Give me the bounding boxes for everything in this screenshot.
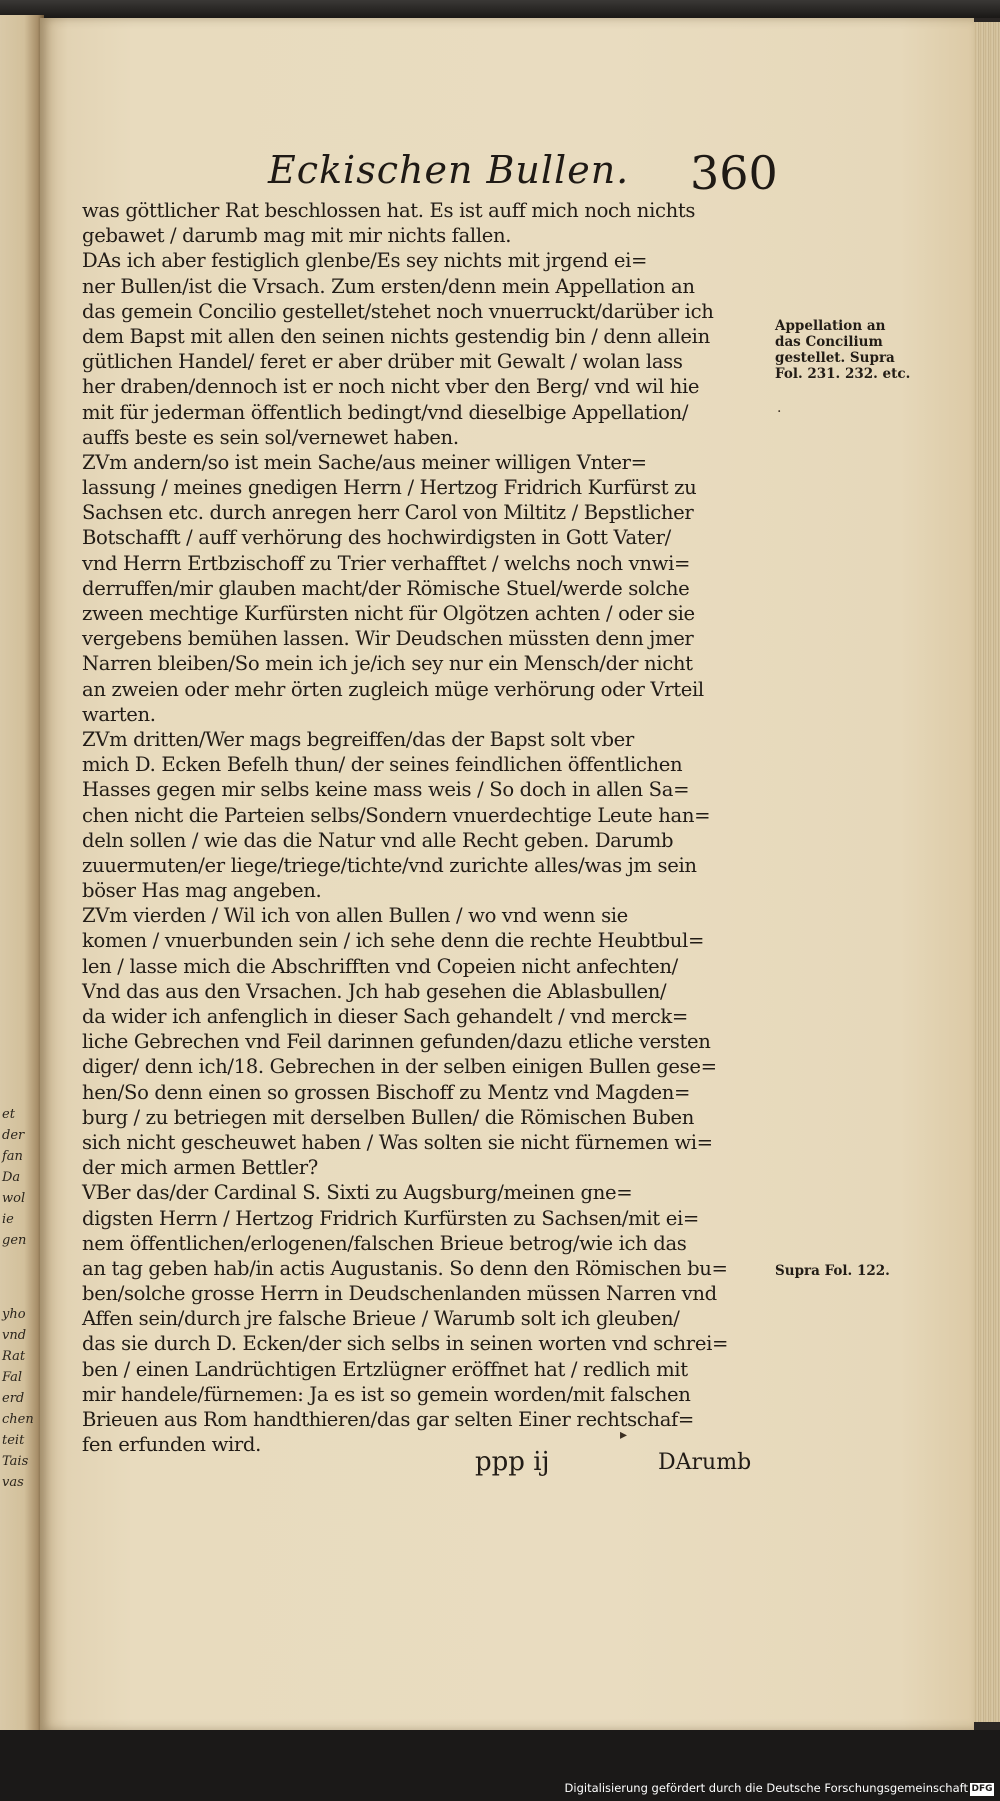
page-number: 360: [690, 146, 778, 200]
marginal-note-supra: [775, 1263, 915, 1279]
text-line: lassung / meines gnedigen Herrn / Hertzog Fridrich Kurfürst zu: [82, 476, 697, 500]
scan-top-edge: [0, 0, 1000, 18]
text-line: Narren bleiben/So mein ich je/ich sey nur ein Mensch/der nicht: [82, 652, 693, 676]
facing-page-fragment: teit: [2, 1433, 25, 1448]
text-line: ben/solche grosse Herrn in Deudschenlanden müssen Narren vnd: [82, 1282, 717, 1306]
text-line: diger/ denn ich/18. Gebrechen in der selben einigen Bullen gese=: [82, 1055, 717, 1079]
text-line: gütlichen Handel/ feret er aber drüber mit Gewalt / wolan lass: [82, 350, 683, 374]
text-line: ben / einen Landrüchtigen Ertzlügner eröffnet hat / redlich mit: [82, 1357, 688, 1381]
facing-page-fragment: Tais: [2, 1454, 29, 1469]
body-text: [82, 198, 762, 1457]
text-line: sich nicht gescheuwet haben / Was solten sie nicht fürnemen wi=: [82, 1130, 713, 1154]
text-line: Brieuen aus Rom handthieren/das gar selten Einer rechtschaf=: [82, 1408, 694, 1431]
text-line: deln sollen / wie das die Natur vnd alle Recht geben. Darumb: [82, 828, 674, 852]
text-line: das sie durch D. Ecken/der sich selbs in seinen worten vnd schrei=: [82, 1332, 729, 1356]
text-line: zween mechtige Kurfürsten nicht für Olgötzen achten / oder sie: [82, 602, 695, 625]
text-line: Hasses gegen mir selbs keine mass weis / So doch in allen Sa=: [82, 778, 690, 802]
marginal-note-line: Appellation an: [775, 318, 886, 334]
text-line: böser Has mag angeben.: [82, 879, 322, 903]
text-line: Vnd das aus den Vrsachen. Jch hab gesehen die Ablasbullen/: [82, 979, 667, 1003]
text-line: digsten Herrn / Hertzog Fridrich Kurfürsten zu Sachsen/mit ei=: [82, 1206, 699, 1230]
text-line: mich D. Ecken Befelh thun/ der seines feindlichen öffentlichen: [82, 753, 683, 777]
facing-page-fragment: vas: [2, 1475, 24, 1490]
text-line: auffs beste es sein sol/vernewet haben.: [82, 425, 459, 449]
text-line: da wider ich anfenglich in dieser Sach gehandelt / vnd merck=: [82, 1005, 688, 1028]
text-line: komen / vnuerbunden sein / ich sehe denn die rechte Heubtbul=: [82, 929, 705, 953]
text-line: mir handele/fürnemen: Ja es ist so gemein worden/mit falschen: [82, 1382, 691, 1406]
text-line: an tag geben hab/in actis Augustanis. So denn den Römischen bu=: [82, 1256, 728, 1280]
facing-page-fragment: wol: [2, 1191, 26, 1206]
facing-page-fragment: fan: [2, 1149, 23, 1164]
facing-page-edge: [0, 15, 44, 1730]
facing-page-fragment: erd: [2, 1391, 25, 1406]
text-line: der mich armen Bettler?: [82, 1156, 318, 1180]
print-mark: ▸: [620, 1427, 628, 1443]
text-line: vergebens bemühen lassen. Wir Deudschen müssten denn jmer: [82, 627, 694, 651]
text-line: ZVm vierden / Wil ich von allen Bullen / wo vnd wenn sie: [82, 904, 628, 928]
running-head: Eckischen Bullen.: [268, 148, 630, 192]
text-line: Affen sein/durch jre falsche Brieue / Warumb solt ich gleuben/: [82, 1307, 680, 1331]
scan-footer-bar: [0, 1730, 1000, 1801]
text-line: liche Gebrechen vnd Feil darinnen gefunden/dazu etliche versten: [82, 1030, 711, 1054]
facing-page-fragment: yho: [2, 1307, 26, 1322]
text-line: zuuermuten/er liege/triege/tichte/vnd zurichte alles/was jm sein: [82, 853, 697, 877]
marginal-note-line: gestellet. Supra: [775, 350, 895, 366]
text-line: das gemein Concilio gestellet/stehet noch vnuerruckt/darüber ich: [82, 299, 714, 323]
facing-page-fragment: chen: [2, 1412, 34, 1427]
text-line: vnd Herrn Ertbzischoff zu Trier verhafftet / welchs noch vnwi=: [82, 551, 691, 575]
dfg-logo: DFG: [971, 1784, 993, 1794]
text-line: fen erfunden wird.: [82, 1433, 262, 1457]
text-line: derruffen/mir glauben macht/der Römische Stuel/werde solche: [82, 576, 690, 600]
facing-page-fragment: ie: [2, 1212, 14, 1227]
marginal-note-appellation: [775, 318, 915, 382]
text-line: nem öffentlichen/erlogenen/falschen Brieue betrog/wie ich das: [82, 1231, 687, 1255]
text-line: gebawet / darumb mag mit mir nichts fallen.: [82, 224, 512, 248]
page-stack-edge: [974, 22, 1000, 1722]
text-line: mit für jederman öffentlich bedingt/vnd dieselbige Appellation/: [82, 400, 689, 424]
text-line: ner Bullen/ist die Vrsach. Zum ersten/denn mein Appellation an: [82, 274, 695, 298]
text-line: burg / zu betriegen mit derselben Bullen/ die Römischen Buben: [82, 1105, 695, 1129]
text-line: her draben/dennoch ist er noch nicht vber den Berg/ vnd wil hie: [82, 375, 700, 399]
facing-page-fragment: vnd: [2, 1328, 27, 1343]
marginal-note-line: das Concilium: [775, 334, 883, 350]
margin-dot-mark: ·: [777, 404, 782, 420]
text-line: chen nicht die Parteien selbs/Sondern vnuerdechtige Leute han=: [82, 803, 711, 827]
facing-page-fragment: et: [2, 1107, 15, 1122]
digitization-credit: Digitalisierung gefördert durch die Deutsche Forschungsgemeinschaft: [564, 1781, 968, 1795]
signature-mark: ppp ij: [475, 1447, 550, 1477]
facing-page-fragment: der: [2, 1128, 25, 1143]
text-line: dem Bapst mit allen den seinen nichts gestendig bin / denn allein: [82, 324, 710, 348]
text-line: DAs ich aber festiglich glenbe/Es sey nichts mit jrgend ei=: [82, 249, 648, 273]
marginal-note-line: Fol. 231. 232. etc.: [775, 366, 911, 382]
text-line: len / lasse mich die Abschrifften vnd Copeien nicht anfechten/: [82, 954, 678, 978]
text-line: ZVm dritten/Wer mags begreiffen/das der Bapst solt vber: [82, 727, 634, 751]
text-line: was göttlicher Rat beschlossen hat. Es ist auff mich noch nichts: [82, 199, 696, 222]
facing-page-fragment: Fal: [2, 1370, 23, 1385]
text-line: hen/So denn einen so grossen Bischoff zu Mentz vnd Magden=: [82, 1080, 691, 1104]
catchword: DArumb: [658, 1450, 752, 1475]
text-line: Botschafft / auff verhörung des hochwirdigsten in Gott Vater/: [82, 526, 671, 550]
marginal-note-line: Supra Fol. 122.: [775, 1263, 890, 1279]
text-line: an zweien oder mehr örten zugleich müge verhörung oder Vrteil: [82, 677, 704, 701]
facing-page-fragment: gen: [2, 1233, 27, 1248]
text-line: warten.: [82, 702, 156, 726]
text-line: ZVm andern/so ist mein Sache/aus meiner willigen Vnter=: [82, 450, 647, 474]
text-line: VBer das/der Cardinal S. Sixti zu Augsburg/meinen gne=: [82, 1181, 633, 1205]
text-line: Sachsen etc. durch anregen herr Carol von Miltitz / Bepstlicher: [82, 501, 694, 525]
facing-page-fragment: Rat: [2, 1349, 26, 1364]
facing-page-fragment: Da: [2, 1170, 21, 1185]
